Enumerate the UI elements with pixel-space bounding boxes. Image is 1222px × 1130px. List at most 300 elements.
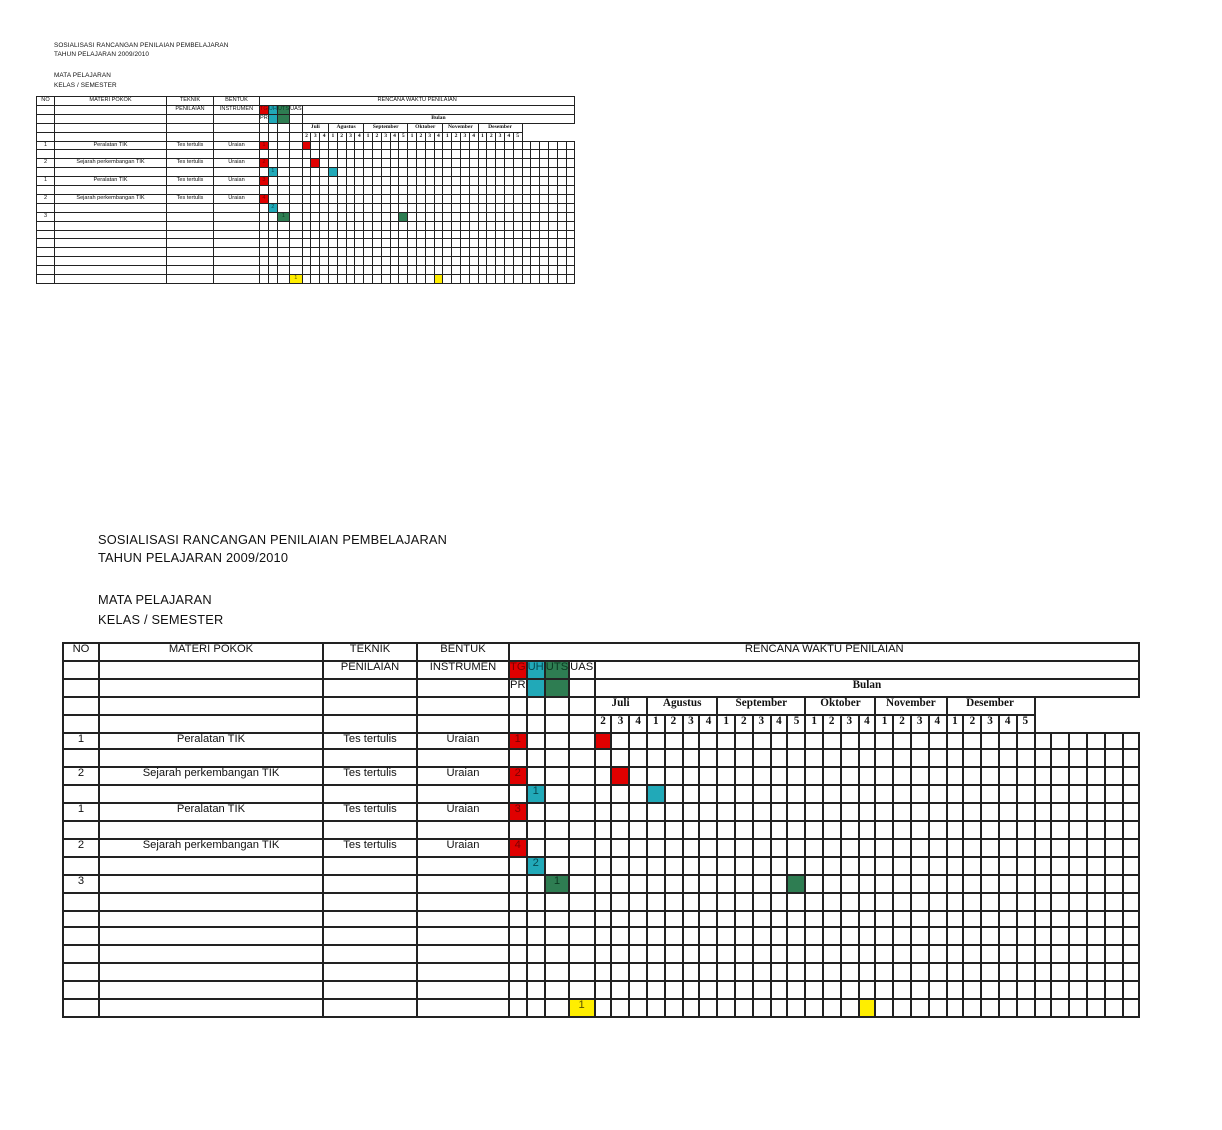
- cell: [928, 839, 946, 857]
- cell: [557, 212, 566, 221]
- cell: [355, 168, 364, 177]
- week-number: 4: [320, 132, 329, 141]
- cell: [531, 194, 540, 203]
- cell: [999, 732, 1017, 750]
- cell: [337, 266, 346, 275]
- cell: [735, 803, 753, 821]
- cell: [1069, 999, 1087, 1017]
- cell: [1052, 892, 1070, 910]
- cell: [1052, 928, 1070, 946]
- cell: [531, 150, 540, 159]
- cell: [545, 892, 569, 910]
- cell: [434, 168, 443, 177]
- week-number: 4: [999, 714, 1017, 732]
- row-materi: Peralatan TIK: [99, 803, 323, 821]
- cell: [876, 750, 894, 768]
- cell: [629, 981, 647, 999]
- cell: [647, 821, 665, 839]
- row-teknik: [167, 150, 214, 159]
- cell: [320, 248, 329, 257]
- cell: [1087, 821, 1105, 839]
- cell: [452, 266, 461, 275]
- cell: [876, 803, 894, 821]
- cell: [364, 159, 373, 168]
- cell: [928, 732, 946, 750]
- cell: [320, 141, 329, 150]
- row-bentuk: [214, 150, 260, 159]
- cell: [328, 159, 337, 168]
- cell: [946, 785, 964, 803]
- cell: [805, 839, 823, 857]
- cell: [522, 275, 531, 284]
- cell: [1034, 875, 1052, 893]
- cell: [805, 750, 823, 768]
- cell: [964, 821, 982, 839]
- cell: [911, 963, 929, 981]
- cell: [504, 150, 513, 159]
- cell: [337, 168, 346, 177]
- cell: [1087, 963, 1105, 981]
- cell: [858, 946, 876, 964]
- cell: [788, 910, 806, 928]
- cell: [700, 785, 718, 803]
- cell: [434, 257, 443, 266]
- cell: [569, 910, 594, 928]
- cell: [823, 821, 841, 839]
- row-no: [63, 946, 99, 964]
- cell: [735, 732, 753, 750]
- cell: [735, 928, 753, 946]
- cell: [858, 875, 876, 893]
- cell: [612, 875, 630, 893]
- cell: [928, 803, 946, 821]
- month-oktober: Oktober: [408, 123, 443, 132]
- cell: [277, 177, 289, 186]
- cell: [1016, 928, 1034, 946]
- cell: [425, 266, 434, 275]
- table-row: [37, 257, 575, 266]
- cell: [381, 221, 390, 230]
- cell: [504, 177, 513, 186]
- cell: [527, 803, 545, 821]
- cell: [999, 821, 1017, 839]
- cell: [823, 785, 841, 803]
- cell: [805, 999, 823, 1017]
- cell: [364, 177, 373, 186]
- cell: [364, 257, 373, 266]
- cell: [928, 750, 946, 768]
- cell: [487, 177, 496, 186]
- cell: [665, 821, 683, 839]
- row-teknik: [167, 203, 214, 212]
- cell: [504, 141, 513, 150]
- cell: [355, 177, 364, 186]
- cell: [893, 732, 911, 750]
- cell: [569, 946, 594, 964]
- cell: [416, 212, 425, 221]
- cell: [496, 203, 505, 212]
- cell: [381, 186, 390, 195]
- row-materi: [99, 821, 323, 839]
- cell: [647, 910, 665, 928]
- col-teknik: TEKNIK: [323, 643, 417, 661]
- cell: [469, 141, 478, 150]
- schedule-mark-red: 3: [260, 177, 269, 186]
- cell: [893, 892, 911, 910]
- row-no: [37, 221, 55, 230]
- row-teknik: [167, 186, 214, 195]
- doc-title: SOSIALISASI RANCANGAN PENILAIAN PEMBELAJARAN: [54, 42, 229, 49]
- cell: [1069, 910, 1087, 928]
- cell: [390, 177, 399, 186]
- cell: [268, 114, 277, 123]
- cell: [513, 168, 522, 177]
- cell: [390, 230, 399, 239]
- cell: [999, 910, 1017, 928]
- row-no: 1: [63, 732, 99, 750]
- cell: [717, 821, 735, 839]
- table-row: [37, 159, 575, 168]
- cell: [260, 150, 269, 159]
- table-row: [37, 266, 575, 275]
- cell: [337, 212, 346, 221]
- cell: [548, 159, 557, 168]
- row-materi: Sejarah perkembangan TIK: [55, 159, 167, 168]
- cell: [594, 839, 612, 857]
- week-number: 2: [337, 132, 346, 141]
- table-row: [37, 168, 575, 177]
- row-materi: [55, 186, 167, 195]
- cell: [425, 159, 434, 168]
- row-no: [37, 168, 55, 177]
- cell: [522, 212, 531, 221]
- table-row: [63, 946, 1140, 964]
- cell: [911, 999, 929, 1017]
- schedule-mark-red: [594, 732, 612, 750]
- cell: [557, 275, 566, 284]
- cell: [999, 839, 1017, 857]
- table-row: [37, 275, 575, 284]
- week-number: 4: [700, 714, 718, 732]
- cell: [928, 892, 946, 910]
- cell: [893, 839, 911, 857]
- cell: [1034, 963, 1052, 981]
- row-materi: [55, 221, 167, 230]
- cell: [399, 203, 408, 212]
- cell: [55, 114, 167, 123]
- cell: [509, 785, 527, 803]
- cell: [452, 168, 461, 177]
- cell: [290, 203, 303, 212]
- cell: [311, 212, 320, 221]
- cell: [770, 928, 788, 946]
- cell: [302, 239, 311, 248]
- cell: [770, 999, 788, 1017]
- cell: [1052, 875, 1070, 893]
- cell: [346, 203, 355, 212]
- cell: [612, 785, 630, 803]
- cell: [569, 875, 594, 893]
- cell: [355, 212, 364, 221]
- cell: [434, 266, 443, 275]
- week-number: 1: [443, 132, 452, 141]
- cell: [700, 803, 718, 821]
- row-teknik: Tes tertulis: [323, 732, 417, 750]
- cell: [416, 275, 425, 284]
- cell: [302, 186, 311, 195]
- cell: [408, 186, 417, 195]
- cell: [858, 732, 876, 750]
- cell: [328, 141, 337, 150]
- table-row: [63, 928, 1140, 946]
- cell: [858, 839, 876, 857]
- cell: [290, 150, 303, 159]
- cell: [434, 239, 443, 248]
- week-number: 2: [487, 132, 496, 141]
- cell: [425, 194, 434, 203]
- cell: [805, 821, 823, 839]
- cell: [99, 679, 323, 697]
- row-no: [37, 248, 55, 257]
- row-no: [37, 230, 55, 239]
- cell: [823, 875, 841, 893]
- cell: [527, 839, 545, 857]
- cell: [496, 257, 505, 266]
- cell: [311, 266, 320, 275]
- row-bentuk: [417, 999, 509, 1017]
- cell: [260, 266, 269, 275]
- cell: [566, 266, 575, 275]
- cell: [390, 203, 399, 212]
- cell: [717, 857, 735, 875]
- cell: [509, 910, 527, 928]
- cell: [946, 857, 964, 875]
- week-row: [63, 714, 1140, 732]
- table-row: [63, 963, 1140, 981]
- cell: [1122, 928, 1140, 946]
- cell: [548, 257, 557, 266]
- cell: [594, 892, 612, 910]
- cell: [841, 981, 859, 999]
- cell: [665, 928, 683, 946]
- cell: [408, 150, 417, 159]
- cell: [460, 177, 469, 186]
- cell: [1069, 821, 1087, 839]
- cell: [531, 168, 540, 177]
- cell: [496, 186, 505, 195]
- cell: [1034, 928, 1052, 946]
- cell: [302, 150, 311, 159]
- cell: [260, 132, 269, 141]
- cell: [399, 194, 408, 203]
- cell: [548, 194, 557, 203]
- cell: [328, 239, 337, 248]
- row-materi: Peralatan TIK: [55, 177, 167, 186]
- cell: [496, 150, 505, 159]
- cell: [260, 123, 269, 132]
- type-tg: TG: [260, 105, 269, 114]
- cell: [1122, 963, 1140, 981]
- cell: [527, 946, 545, 964]
- cell: [682, 981, 700, 999]
- header-row-1: [37, 97, 575, 106]
- cell: [364, 221, 373, 230]
- row-bentuk: [214, 221, 260, 230]
- cell: [531, 203, 540, 212]
- cell: [460, 141, 469, 150]
- cell: [443, 221, 452, 230]
- cell: [717, 785, 735, 803]
- cell: [1104, 839, 1122, 857]
- cell: [364, 266, 373, 275]
- cell: [1104, 999, 1122, 1017]
- cell: [452, 221, 461, 230]
- cell: [323, 714, 417, 732]
- cell: [665, 768, 683, 786]
- cell: [268, 194, 277, 203]
- cell: [548, 221, 557, 230]
- cell: [893, 750, 911, 768]
- cell: [717, 732, 735, 750]
- cell: [1034, 857, 1052, 875]
- cell: [911, 750, 929, 768]
- cell: [434, 212, 443, 221]
- col-no: NO: [63, 643, 99, 661]
- cell: [1069, 803, 1087, 821]
- cell: [682, 821, 700, 839]
- cell: [469, 239, 478, 248]
- schedule-mark-teal: [647, 785, 665, 803]
- cell: [753, 999, 771, 1017]
- row-no: [63, 892, 99, 910]
- cell: [328, 150, 337, 159]
- cell: [735, 910, 753, 928]
- schedule-mark-red: [302, 141, 311, 150]
- cell: [268, 186, 277, 195]
- cell: [682, 768, 700, 786]
- row-bentuk: [417, 857, 509, 875]
- cell: [268, 141, 277, 150]
- subject-label: MATA PELAJARAN: [98, 594, 212, 608]
- cell: [893, 821, 911, 839]
- week-number: 2: [302, 132, 311, 141]
- cell: [355, 203, 364, 212]
- cell: [504, 275, 513, 284]
- cell: [928, 910, 946, 928]
- cell: [390, 257, 399, 266]
- cell: [1052, 732, 1070, 750]
- cell: [408, 159, 417, 168]
- schedule-mark-green: 1: [545, 875, 569, 893]
- cell: [700, 768, 718, 786]
- cell: [390, 159, 399, 168]
- cell: [788, 963, 806, 981]
- cell: [753, 803, 771, 821]
- cell: [346, 186, 355, 195]
- cell: [566, 203, 575, 212]
- cell: [566, 212, 575, 221]
- cell: [277, 230, 289, 239]
- cell: [381, 159, 390, 168]
- cell: [911, 892, 929, 910]
- cell: [504, 221, 513, 230]
- cell: [487, 239, 496, 248]
- cell: [452, 177, 461, 186]
- cell: [1069, 981, 1087, 999]
- cell: [434, 248, 443, 257]
- month-juli: Juli: [302, 123, 328, 132]
- cell: [311, 275, 320, 284]
- cell: [858, 857, 876, 875]
- class-label: KELAS / SEMESTER: [98, 614, 224, 628]
- cell: [355, 239, 364, 248]
- cell: [381, 248, 390, 257]
- row-no: 2: [63, 768, 99, 786]
- cell: [540, 266, 549, 275]
- cell: [545, 785, 569, 803]
- cell: [355, 186, 364, 195]
- cell: [487, 212, 496, 221]
- cell: [1034, 803, 1052, 821]
- cell: [527, 999, 545, 1017]
- cell: [928, 821, 946, 839]
- cell: [416, 159, 425, 168]
- cell: [682, 892, 700, 910]
- cell: [569, 963, 594, 981]
- cell: [1016, 910, 1034, 928]
- cell: [527, 732, 545, 750]
- cell: [302, 221, 311, 230]
- row-teknik: Tes tertulis: [323, 839, 417, 857]
- row-materi: [99, 857, 323, 875]
- cell: [372, 186, 381, 195]
- cell: [594, 821, 612, 839]
- cell: [337, 230, 346, 239]
- cell: [858, 785, 876, 803]
- cell: [770, 750, 788, 768]
- cell: [964, 999, 982, 1017]
- cell: [540, 194, 549, 203]
- cell: [496, 230, 505, 239]
- row-no: [63, 963, 99, 981]
- cell: [1069, 857, 1087, 875]
- cell: [443, 168, 452, 177]
- cell: [823, 963, 841, 981]
- cell: [478, 150, 487, 159]
- cell: [527, 963, 545, 981]
- cell: [513, 230, 522, 239]
- week-number: 2: [665, 714, 683, 732]
- cell: [434, 159, 443, 168]
- cell: [1052, 963, 1070, 981]
- cell: [735, 892, 753, 910]
- cell: [682, 732, 700, 750]
- cell: [531, 177, 540, 186]
- cell: [548, 186, 557, 195]
- cell: [717, 910, 735, 928]
- cell: [469, 203, 478, 212]
- schedule-mark-red: 1: [260, 141, 269, 150]
- row-materi: Peralatan TIK: [55, 141, 167, 150]
- cell: [540, 275, 549, 284]
- cell: [540, 239, 549, 248]
- cell: [513, 194, 522, 203]
- cell: [876, 963, 894, 981]
- cell: [735, 785, 753, 803]
- cell: [372, 221, 381, 230]
- cell: [527, 714, 545, 732]
- cell: [964, 803, 982, 821]
